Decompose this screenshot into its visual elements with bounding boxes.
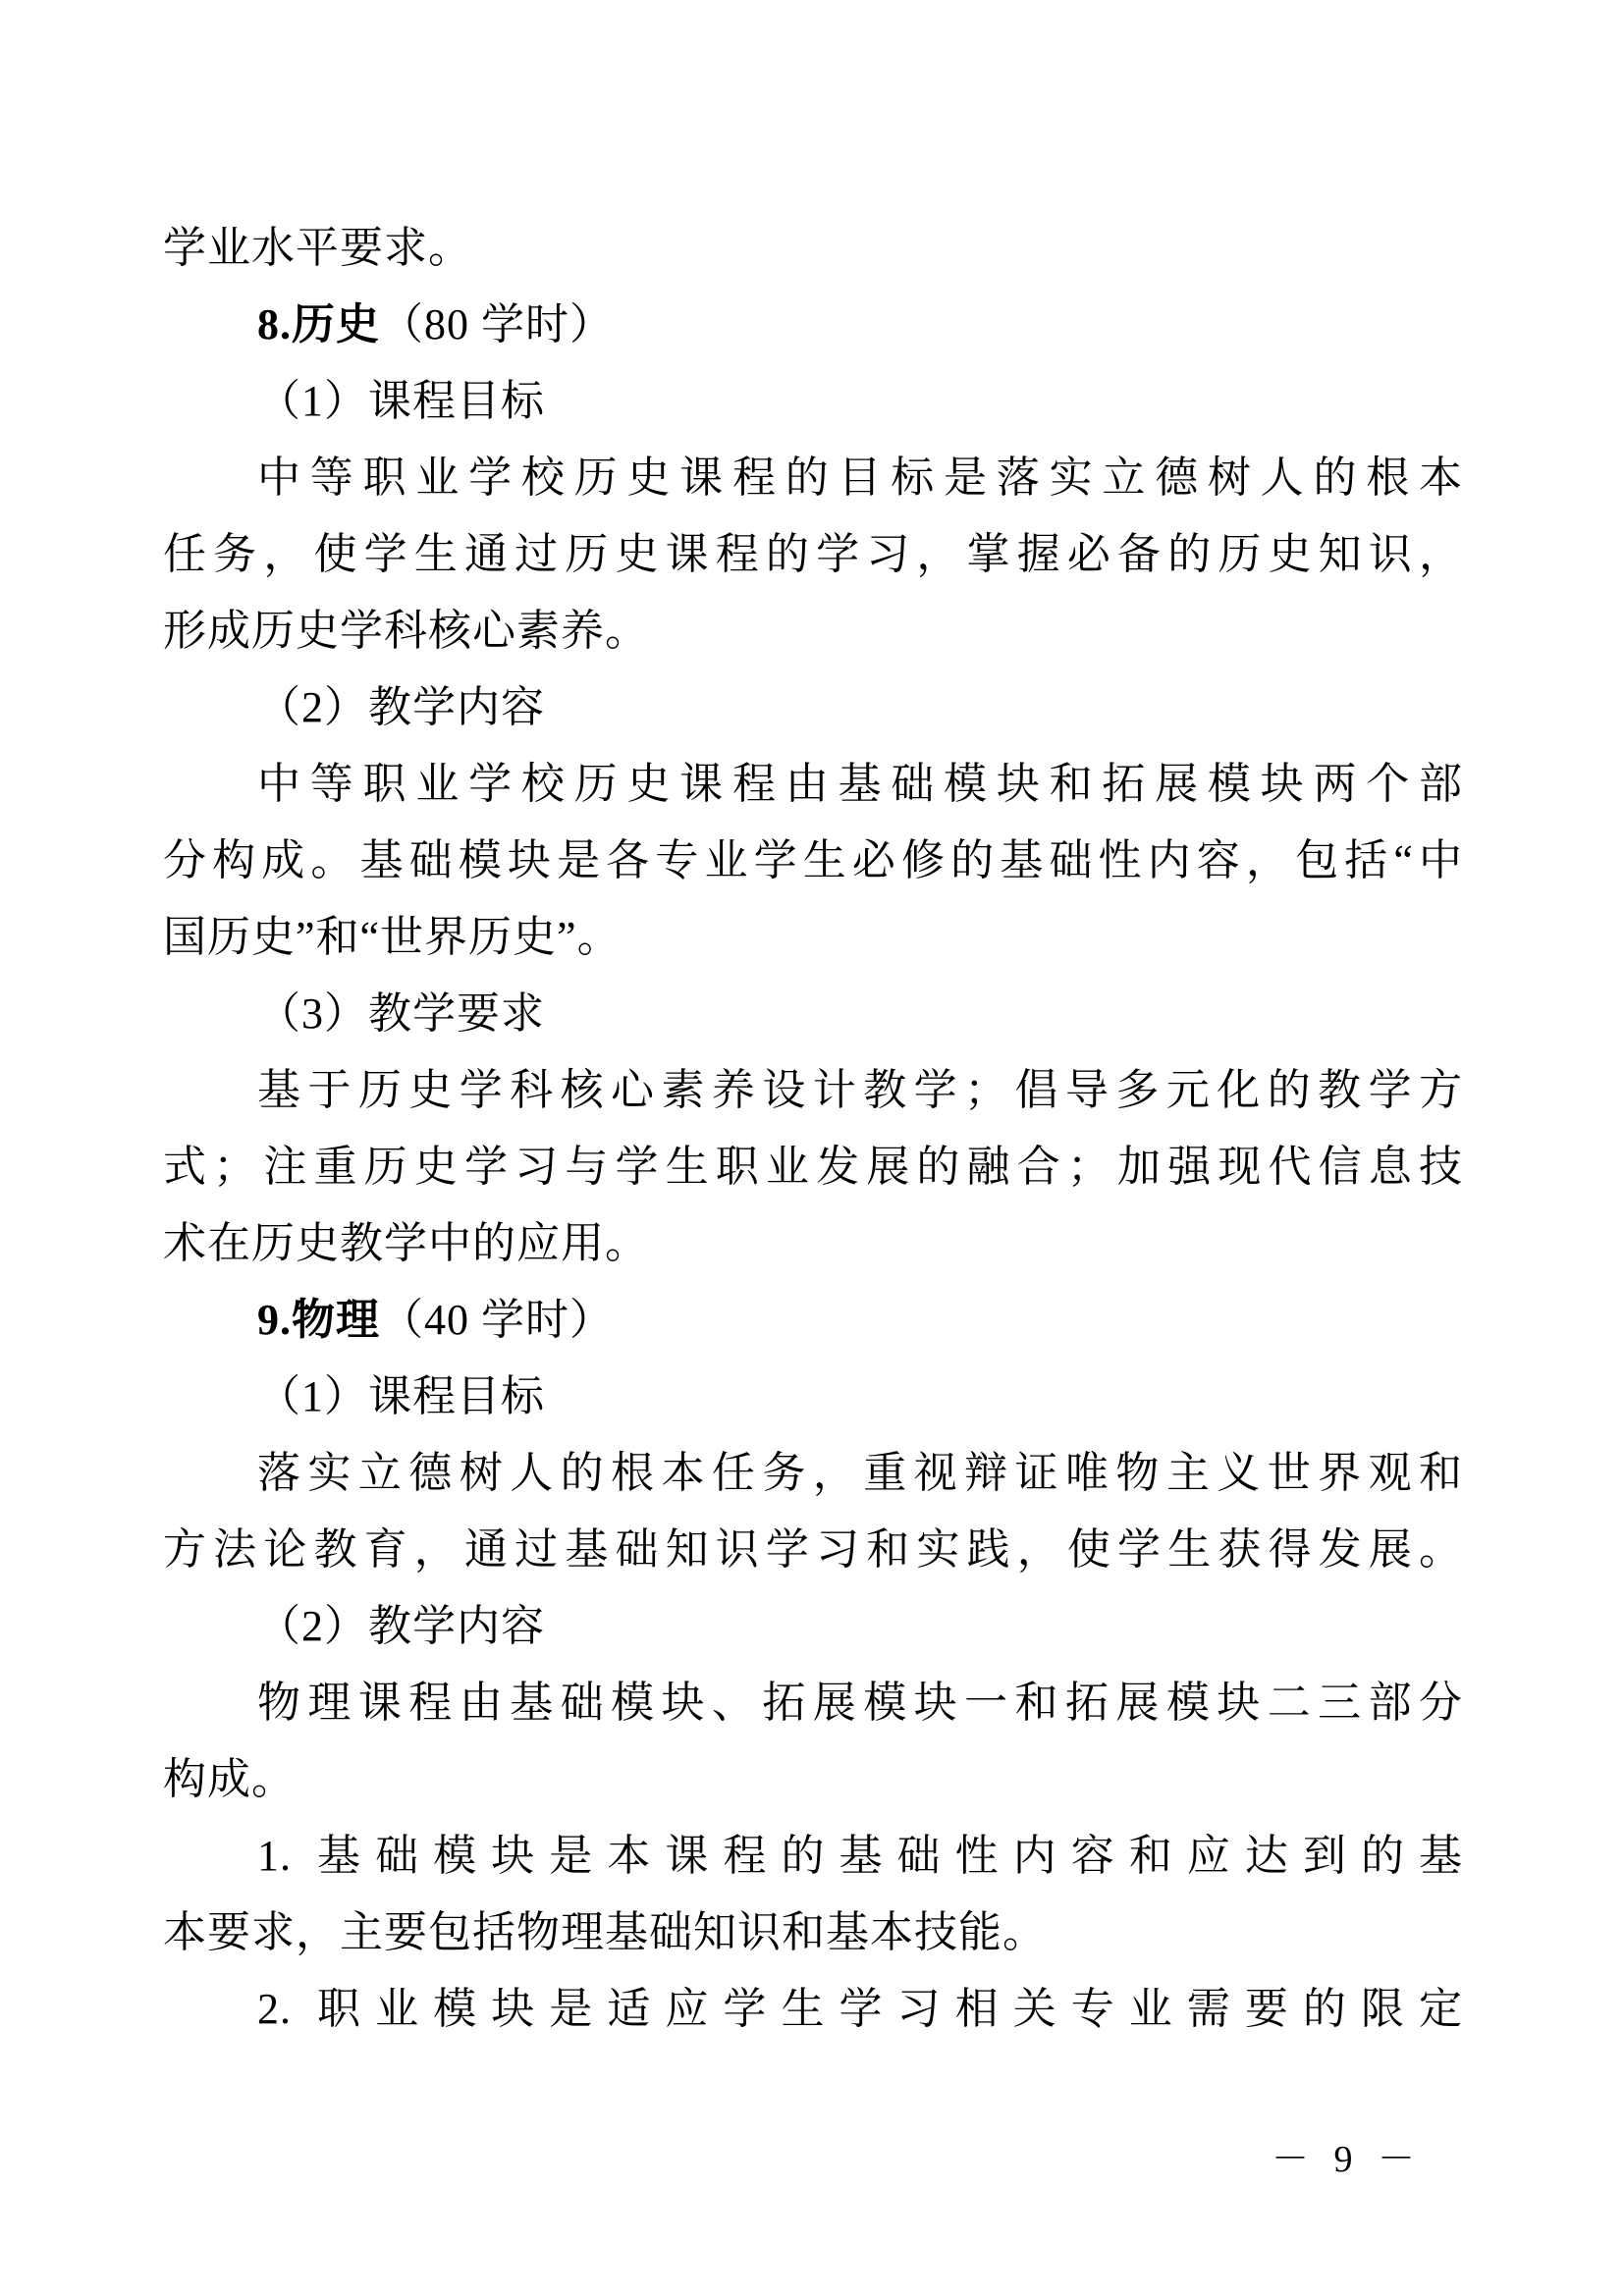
paragraph-line: （1）课程目标	[257, 377, 545, 425]
paragraph-line: 中等职业学校历史课程的目标是落实立德树人的根本	[257, 454, 1463, 502]
paragraph-line: 2. 职业模块是适应学生学习相关专业需要的限定	[257, 1985, 1463, 2033]
paragraph-line: 中等职业学校历史课程由基础模块和拓展模块两个部	[257, 760, 1463, 808]
paragraph-line: 落实立德树人的根本任务，重视辩证唯物主义世界观和	[257, 1449, 1463, 1497]
section-heading	[163, 1282, 1463, 1359]
section-heading-title: 9.物理	[257, 1296, 380, 1344]
paragraph-line: 构成。	[163, 1755, 296, 1803]
section-heading	[163, 287, 1463, 363]
paragraph-line: 物理课程由基础模块、拓展模块一和拓展模块二三部分	[257, 1679, 1463, 1727]
paragraph-line: 分构成。基础模块是各专业学生必修的基础性内容，包括“中	[163, 836, 1463, 884]
section-heading-title: 8.历史	[257, 300, 380, 348]
page-body	[163, 210, 1463, 2048]
paragraph-line: 国历史”和“世界历史”。	[163, 913, 622, 961]
page-number: － 9 －	[1272, 2139, 1424, 2180]
paragraph-line: 式；注重历史学习与学生职业发展的融合；加强现代信息技	[163, 1143, 1463, 1191]
paragraph-line: 基于历史学科核心素养设计教学；倡导多元化的教学方	[257, 1066, 1463, 1114]
paragraph-line: （2）教学内容	[257, 1602, 545, 1650]
paragraph-line: 形成历史学科核心素养。	[163, 607, 649, 655]
paragraph-line: 任务，使学生通过历史课程的学习，掌握必备的历史知识，	[163, 530, 1463, 578]
paragraph-line: 1. 基础模块是本课程的基础性内容和应达到的基	[257, 1832, 1463, 1880]
paragraph-line: （3）教学要求	[257, 989, 545, 1038]
paragraph-line: 本要求，主要包括物理基础知识和基本技能。	[163, 1908, 1047, 1956]
paragraph-line: 方法论教育，通过基础知识学习和实践，使学生获得发展。	[163, 1525, 1463, 1574]
paragraph-line: 术在历史教学中的应用。	[163, 1219, 649, 1267]
paragraph-line: 学业水平要求。	[163, 224, 472, 272]
paragraph-line: （1）课程目标	[257, 1372, 545, 1420]
paragraph-line: （2）教学内容	[257, 683, 545, 731]
section-heading-hours: （40 学时）	[380, 1296, 614, 1344]
section-heading-hours: （80 学时）	[380, 300, 614, 348]
